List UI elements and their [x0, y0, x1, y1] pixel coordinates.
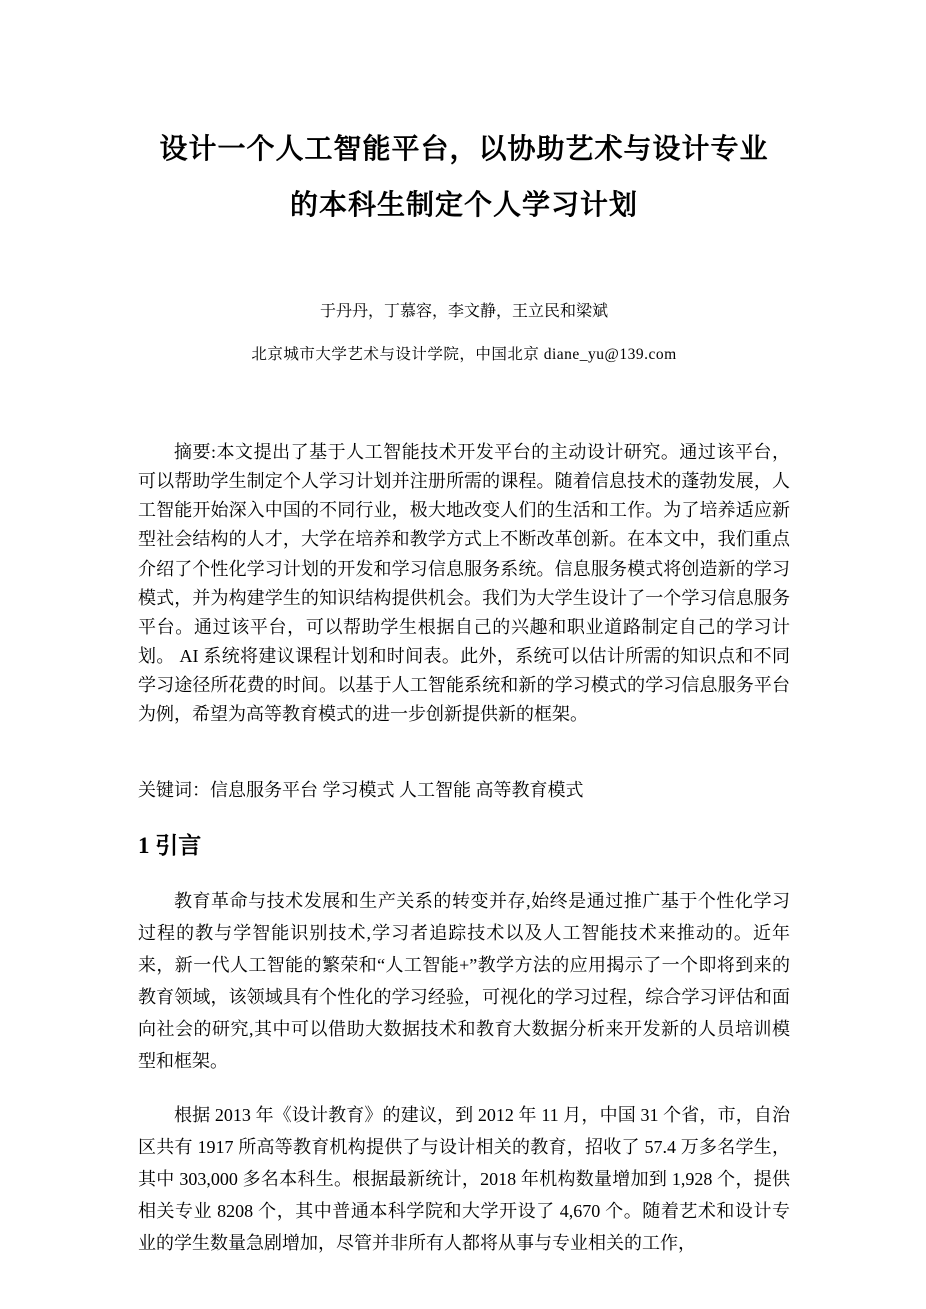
- keywords-line: 关键词：信息服务平台 学习模式 人工智能 高等教育模式: [138, 779, 584, 800]
- section-heading-introduction: 1 引言: [138, 833, 202, 859]
- authors-line: 于丹丹，丁慕容，李文静，王立民和梁斌: [319, 303, 608, 320]
- intro-paragraph-1: 教育革命与技术发展和生产关系的转变并存,始终是通过推广基于个性化学习过程的教与学智能识别技术,学习者追踪技术以及人工智能技术来推动的。近年来，新一代人工智能的繁荣和“人工智能+”教学方法的应用揭示了一个即将到来的教育领域，该领域具有个性化的学习经验，可视化的学习过程，综合学习评估和面向社会的研究,其中可以借助大数据技术和教育大数据分析来开发新的人员培训模型和框架。: [138, 890, 790, 1071]
- paper-title: [138, 122, 790, 234]
- affiliation-line: 北京城市大学艺术与设计学院，中国北京 diane_yu@139.com: [251, 346, 677, 363]
- paper-title-line-2: 的本科生制定个人学习计划: [289, 190, 638, 221]
- abstract-paragraph: 摘要:本文提出了基于人工智能技术开发平台的主动设计研究。通过该平台，可以帮助学生制定个人学习计划并注册所需的课程。随着信息技术的蓬勃发展，人工智能开始深入中国的不同行业，极大地改变人们的生活和工作。为了培养适应新型社会结构的人才，大学在培养和教学方式上不断改革创新。在本文中，我们重点介绍了个性化学习计划的开发和学习信息服务系统。信息服务模式将创造新的学习模式，并为构建学生的知识结构提供机会。我们为大学生设计了一个学习信息服务平台。通过该平台，可以帮助学生根据自己的兴趣和职业道路制定自己的学习计划。 AI 系统将建议课程计划和时间表。此外，系统可以估计所需的知识点和不同学习途径所花费的时间。以基于人工智能系统和新的学习模式的学习信息服务平台为例，希望为高等教育模式的进一步创新提供新的框架。: [138, 442, 790, 725]
- paper-title-line-1: 设计一个人工智能平台，以协助艺术与设计专业: [159, 134, 769, 165]
- intro-paragraph-2: 根据 2013 年《设计教育》的建议，到 2012 年 11 月，中国 31 个省，市，自治区共有 1917 所高等教育机构提供了与设计相关的教育，招收了 57.4 万多名学生，其中 303,000 多名本科生。根据最新统计，2018 年机构数量增加到 1,928 个，提供相关专业 8208 个，其中普通本科学院和大学开设了 4,670 个。随着艺术和设计专业的学生数量急剧增加，尽管并非所有人都将从事与专业相关的工作，: [138, 1104, 790, 1253]
